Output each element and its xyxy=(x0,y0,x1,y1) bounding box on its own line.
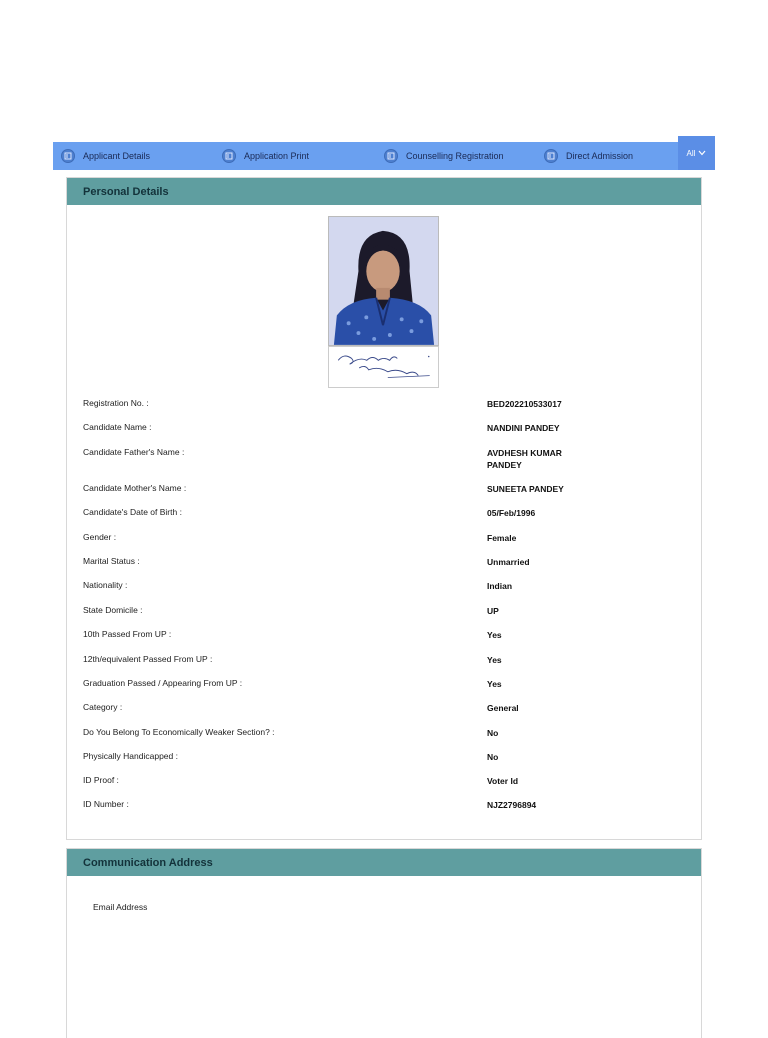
field-label: Candidate Mother's Name : xyxy=(83,483,187,493)
nav-label: Applicant Details xyxy=(83,151,151,161)
field-label: ID Proof : xyxy=(83,775,119,785)
field-value: Female xyxy=(487,533,517,543)
candidate-photo xyxy=(328,216,439,346)
field-value: Indian xyxy=(487,581,513,591)
nav-label: Direct Admission xyxy=(566,151,634,161)
field-value: NANDINI PANDEY xyxy=(487,423,560,433)
nav-applicant-details[interactable] xyxy=(61,142,150,170)
field-label: Gender : xyxy=(83,532,117,542)
field-value: AVDHESH KUMAR PANDEY xyxy=(487,448,562,470)
field-value: Voter Id xyxy=(487,776,519,786)
nav-application-print[interactable] xyxy=(222,142,309,170)
field-value: NJZ2796894 xyxy=(487,800,537,810)
field-value: Yes xyxy=(487,655,502,665)
field-label: Registration No. : xyxy=(83,398,149,408)
field-value: No xyxy=(487,728,499,738)
all-label: All xyxy=(686,149,696,158)
field-value: Yes xyxy=(487,630,502,640)
nav-label: Counselling Registration xyxy=(406,151,504,161)
field-label: Marital Status : xyxy=(83,556,140,566)
field-label: 12th/equivalent Passed From UP : xyxy=(83,654,213,664)
chevron-down-icon xyxy=(698,150,706,156)
field-value: SUNEETA PANDEY xyxy=(487,484,564,494)
field-value: Unmarried xyxy=(487,557,530,567)
field-value: BED202210533017 xyxy=(487,399,562,409)
field-value: General xyxy=(487,703,519,713)
communication-address-header: Communication Address xyxy=(67,849,701,876)
field-label: ID Number : xyxy=(83,799,129,809)
field-label: Candidate Name : xyxy=(83,422,152,432)
document-icon xyxy=(544,149,558,163)
field-label: Nationality : xyxy=(83,580,128,590)
communication-address-panel xyxy=(66,848,702,1038)
field-value: No xyxy=(487,752,499,762)
field-label: State Domicile : xyxy=(83,605,143,615)
field-label: Candidate's Date of Birth : xyxy=(83,507,182,517)
field-label: Candidate Father's Name : xyxy=(83,447,185,457)
nav-counselling-registration[interactable] xyxy=(384,142,504,170)
document-icon xyxy=(384,149,398,163)
top-nav-bar xyxy=(53,142,678,170)
field-label: Do You Belong To Economically Weaker Section? : xyxy=(83,727,275,737)
document-icon xyxy=(222,149,236,163)
field-value: Yes xyxy=(487,679,502,689)
candidate-signature xyxy=(328,346,439,388)
field-label: Physically Handicapped : xyxy=(83,751,178,761)
document-icon xyxy=(61,149,75,163)
field-value: UP xyxy=(487,606,499,616)
field-label: Graduation Passed / Appearing From UP : xyxy=(83,678,243,688)
field-label: Category : xyxy=(83,702,123,712)
field-label: 10th Passed From UP : xyxy=(83,629,172,639)
personal-details-panel xyxy=(66,177,702,840)
nav-label: Application Print xyxy=(244,151,310,161)
nav-direct-admission[interactable] xyxy=(544,142,633,170)
personal-details-header: Personal Details xyxy=(67,178,701,205)
email-address-label: Email Address xyxy=(93,902,148,912)
all-dropdown-button[interactable] xyxy=(678,136,715,170)
field-value: 05/Feb/1996 xyxy=(487,508,536,518)
